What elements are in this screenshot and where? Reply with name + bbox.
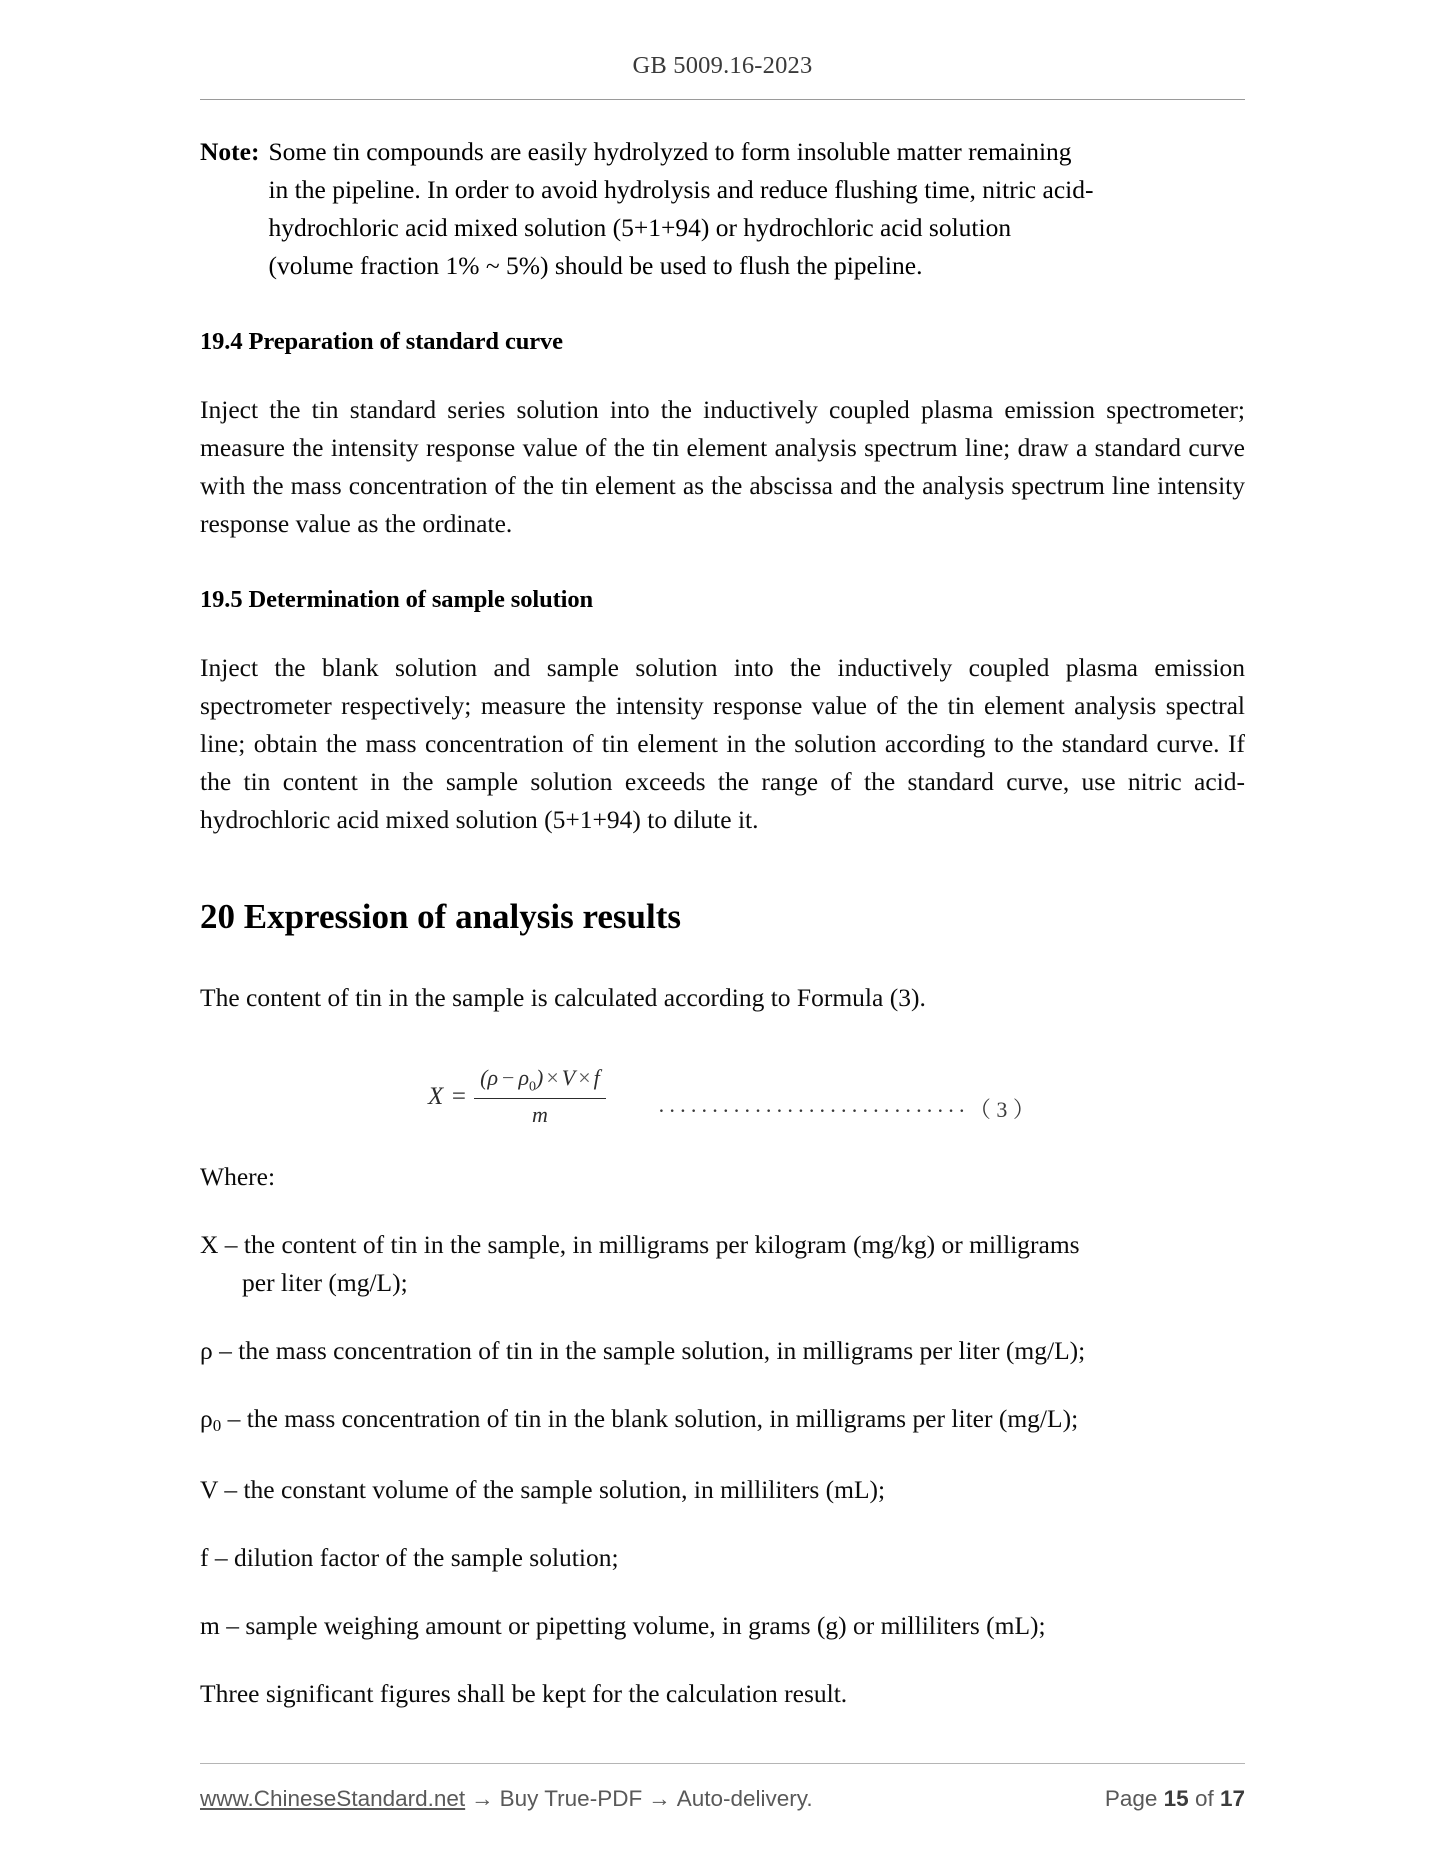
definition-text: the mass concentration of tin in the sample solution, in milligrams per liter (mg/L); (238, 1336, 1086, 1366)
buy-true-pdf-text: Buy True-PDF (499, 1786, 643, 1811)
definition-symbol: m (200, 1611, 220, 1641)
closing-note: Three significant figures shall be kept for the calculation result. (200, 1679, 848, 1709)
paren-open: ( (480, 1065, 488, 1090)
definition-dash: – (219, 1336, 232, 1366)
note-line: in the pipeline. In order to avoid hydrolysis and reduce flushing time, nitric acid- (268, 175, 1094, 204)
paragraph-20-intro: The content of tin in the sample is calculated according to Formula (3). (200, 983, 926, 1012)
times-sign: × (546, 1065, 559, 1090)
definition-dash: – (227, 1404, 241, 1434)
definition-symbol: X (200, 1230, 219, 1260)
definition-dash: – (214, 1543, 228, 1573)
note-line: Some tin compounds are easily hydrolyzed to form insoluble matter remaining (268, 137, 1072, 166)
definition-symbol: ρ (200, 1336, 213, 1366)
arrow-icon: → (471, 1786, 494, 1811)
fraction (474, 1065, 606, 1128)
footer-row (200, 1786, 1245, 1812)
formula-number: （ 3 ） (968, 1097, 1035, 1123)
definition-text: the mass concentration of tin in the blank solution, in milligrams per liter (mg/L); (246, 1404, 1079, 1434)
paragraph-19-4: Inject the tin standard series solution into the inductively coupled plasma emission spectrometer; measure the intensity response value of the tin element analysis spectrum line; draw a standard curve with the mass concentration of the tin element as the abscissa and the analysis spectrum line intensity response value as the ordinate. (200, 395, 1245, 538)
definition-dash: – (224, 1475, 238, 1505)
minus-sign: − (502, 1065, 515, 1090)
standard-code: GB 5009.16-2023 (632, 52, 813, 79)
heading-19-4: 19.4 Preparation of standard curve (200, 328, 563, 355)
fraction-denominator: m (532, 1102, 548, 1128)
definition-item-rho-zero (200, 1400, 1245, 1441)
definition-dash: – (226, 1611, 239, 1641)
definition-symbol: V (200, 1475, 218, 1505)
spacer (200, 617, 1245, 649)
definition-symbol: ρ (200, 1404, 213, 1434)
heading-19-5: 19.5 Determination of sample solution (200, 586, 594, 613)
rho-zero-symbol: ρ (518, 1065, 530, 1090)
formula-row (200, 1065, 1245, 1128)
definition-item-x (200, 1226, 1245, 1302)
fraction-numerator (474, 1065, 606, 1098)
total-pages: 17 (1219, 1786, 1245, 1811)
where-label: Where: (200, 1162, 276, 1192)
volume-symbol: V (561, 1065, 576, 1090)
page-label: Page (1104, 1786, 1158, 1811)
definition-dash: – (224, 1230, 238, 1260)
formula-leader-dots: ····························· (657, 1098, 969, 1124)
formula-fraction (474, 1065, 606, 1128)
note-line: hydrochloric acid mixed solution (5+1+94) or hydrochloric acid solution (268, 213, 1012, 242)
note-block (200, 133, 1245, 285)
definition-text: the constant volume of the sample solution, in milliliters (mL); (243, 1475, 886, 1505)
of-label: of (1194, 1786, 1214, 1811)
page-header (200, 0, 1245, 100)
page-footer (200, 1763, 1245, 1812)
arrow-icon: → (648, 1786, 671, 1811)
paragraph-19-5: Inject the blank solution and sample solution into the inductively coupled plasma emission spectrometer respectively; measure the intensity response value of the tin element analysis spectral line; obtain the mass concentration of tin element in the solution according to the standard curve. If the tin content in the sample solution exceeds the range of the standard curve, use nitric acid-hydrochloric acid mixed solution (5+1+94) to dilute it. (200, 653, 1245, 834)
definition-text-continued: per liter (mg/L); (242, 1268, 408, 1298)
auto-delivery-text: Auto-delivery. (676, 1786, 813, 1811)
note-line: (volume fraction 1% ~ 5%) should be used to flush the pipeline. (268, 251, 923, 280)
footer-divider (200, 1763, 1245, 1764)
definition-text: dilution factor of the sample solution; (234, 1543, 619, 1573)
definition-item-v (200, 1471, 1245, 1509)
definition-text: the content of tin in the sample, in milligrams per kilogram (mg/kg) or milligrams (243, 1230, 1080, 1260)
heading-20: 20 Expression of analysis results (200, 897, 682, 936)
spacer (200, 359, 1245, 391)
rho-zero-subscript: 0 (529, 1079, 537, 1095)
definition-item-rho (200, 1332, 1245, 1370)
chinesestandard-link[interactable]: www.ChineseStandard.net (200, 1786, 466, 1811)
page-indicator (1105, 1786, 1245, 1812)
note-body (268, 133, 1245, 285)
definition-text: sample weighing amount or pipetting volume, in grams (g) or milliliters (mL); (245, 1611, 1046, 1641)
definition-symbol-subscript: 0 (212, 1416, 222, 1436)
document-content (200, 100, 1245, 1713)
factor-symbol: f (593, 1065, 600, 1090)
paren-close: ) (536, 1065, 544, 1090)
spacer (200, 939, 1245, 979)
definition-item-m (200, 1607, 1245, 1645)
formula-equals-sign: = (450, 1082, 468, 1110)
definition-symbol: f (200, 1543, 209, 1573)
definition-item-f (200, 1539, 1245, 1577)
page-number: 15 (1163, 1786, 1189, 1811)
times-sign: × (578, 1065, 591, 1090)
formula-variable-x: X (428, 1082, 444, 1110)
footer-promo (200, 1786, 813, 1812)
note-label: Note: (200, 137, 260, 166)
rho-symbol: ρ (487, 1065, 499, 1090)
